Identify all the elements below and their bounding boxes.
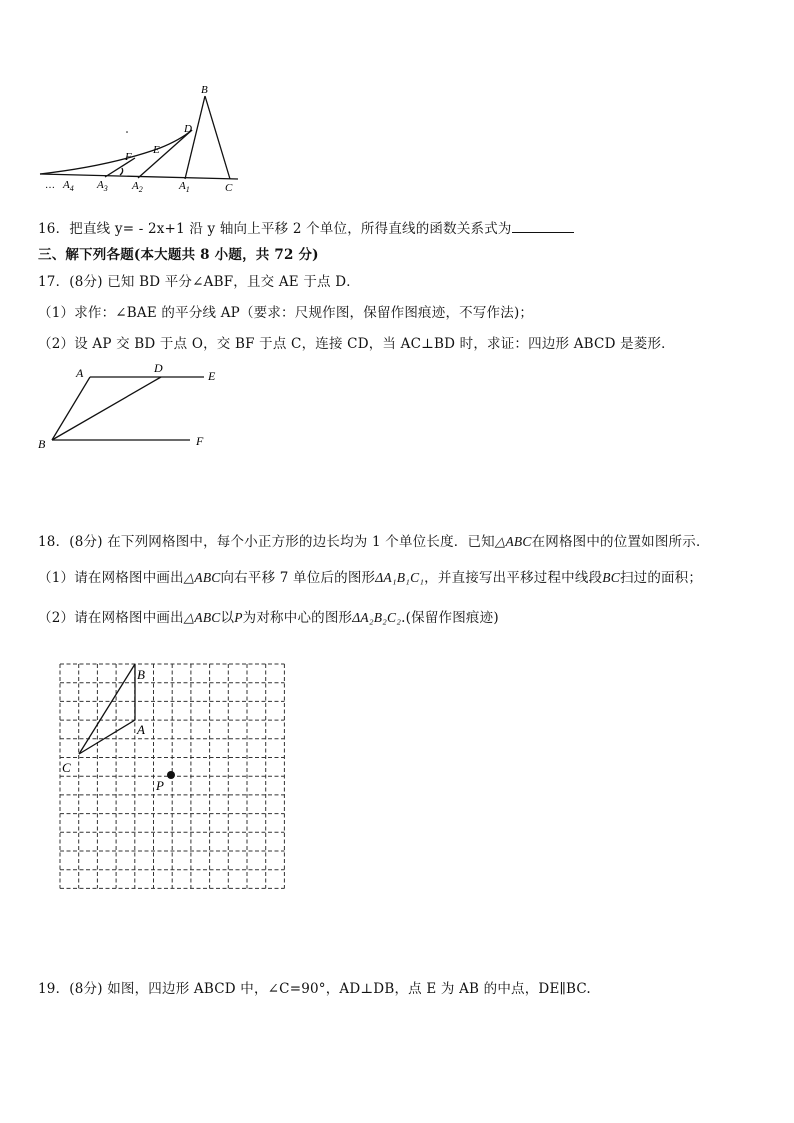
label-e: E <box>208 369 216 383</box>
question-16 <box>38 217 574 237</box>
question-17-part-1: （1）求作：∠BAE 的平分线 AP（要求：尺规作图，保留作图痕迹，不写作法)； <box>38 305 534 321</box>
segment-a1b <box>185 96 205 179</box>
curve-left <box>40 130 192 174</box>
question-18-grid-figure <box>52 658 292 893</box>
line-ab <box>52 377 90 440</box>
question-17-figure <box>36 362 226 454</box>
triangle-abc: △ABC <box>494 534 532 549</box>
label-f: F <box>196 434 204 448</box>
label-a1: $A_1$ <box>179 180 190 194</box>
label-a3: $A_3$ <box>97 179 108 193</box>
label-c: C <box>225 182 233 194</box>
label-a2: $A_2$ <box>132 180 143 194</box>
angle-arc <box>120 168 123 175</box>
point-p <box>167 771 175 779</box>
question-17-part-2: （2）设 AP 交 BD 于点 O，交 BF 于点 C，连接 CD，当 AC⊥BD 时，求证：四边形 ABCD 是菱形． <box>38 336 675 352</box>
label-f: F <box>125 151 132 163</box>
label-p: P <box>156 778 164 793</box>
label-dots: … <box>45 180 55 191</box>
label-d: D <box>154 362 163 375</box>
label-a: A <box>137 722 145 737</box>
label-c: C <box>62 760 71 775</box>
question-17-stem: 17．(8分) 已知 BD 平分∠ABF，且交 AE 于点 D． <box>38 274 360 290</box>
question-18-part-1: （1）请在网格图中画出△ABC向右平移 7 单位后的图形ΔA₁B₁C₁，并直接写出平移过程中线段BC扫过的面积； <box>38 570 703 586</box>
question-18-part-2: （2）请在网格图中画出△ABC以P为对称中心的图形ΔA₂B₂C₂.(保留作图痕迹) <box>38 610 499 626</box>
section-3-title: 三、解下列各题(本大题共 8 小题，共 72 分) <box>38 247 319 263</box>
label-b: B <box>38 437 46 451</box>
label-e: E <box>153 144 160 156</box>
top-geometry-figure <box>30 78 260 198</box>
answer-blank[interactable] <box>512 220 574 233</box>
question-19: 19．(8分) 如图，四边形 ABCD 中，∠C=90°，AD⊥DB，点 E 为 AB 的中点，DE∥BC. <box>38 981 591 997</box>
segment-a2d <box>138 130 192 178</box>
triangle-a2b2c2: ΔA₂B₂C₂ <box>352 610 402 625</box>
segment-bc <box>205 96 230 179</box>
label-a4: $A_4$ <box>63 179 74 193</box>
label-b: B <box>201 84 208 96</box>
label-b: B <box>137 667 145 682</box>
triangle-abc-shape <box>79 664 135 754</box>
label-d: D <box>184 123 192 135</box>
question-16-text: 16．把直线 y= - 2x+1 沿 y 轴向上平移 2 个单位，所得直线的函数关系式为 <box>38 221 512 237</box>
line-bd <box>52 377 161 440</box>
label-a: A <box>76 366 84 380</box>
triangle-a1b1c1: ΔA₁B₁C₁ <box>375 570 425 585</box>
question-18-stem: 18．(8分) 在下列网格图中，每个小正方形的边长均为 1 个单位长度．已知△ABC在网格图中的位置如图所示． <box>38 534 710 550</box>
